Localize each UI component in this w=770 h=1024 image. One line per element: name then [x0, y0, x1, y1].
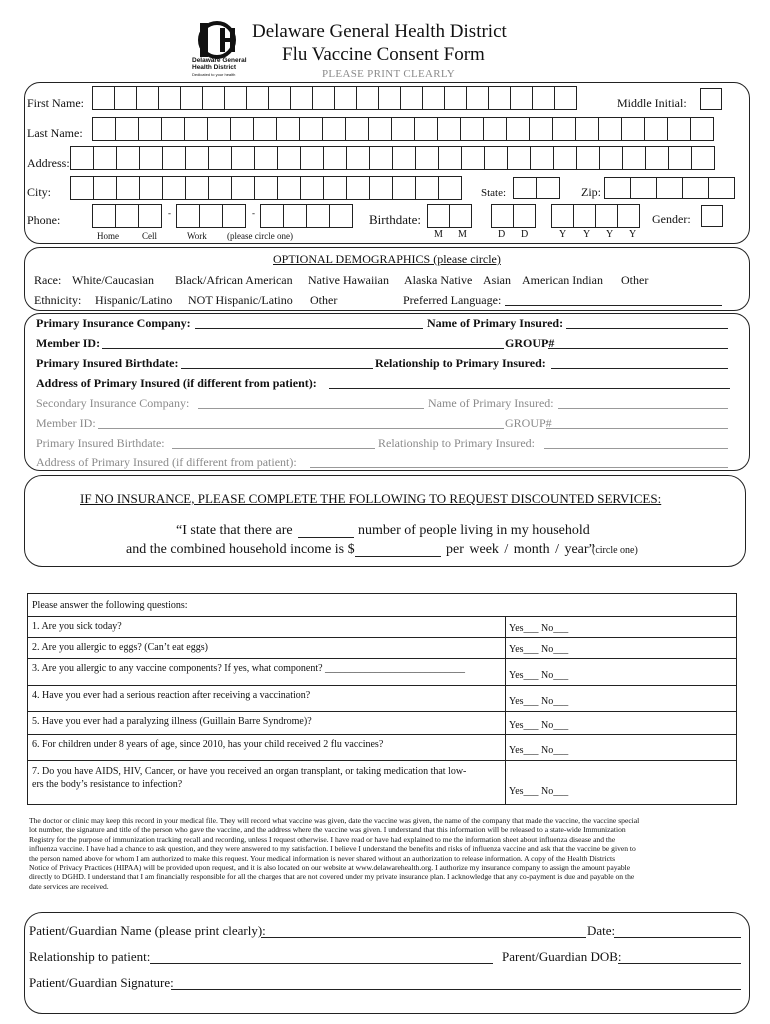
secondary-name-field[interactable]: [558, 408, 728, 409]
phone-type-work[interactable]: Work: [187, 231, 207, 241]
gender-label: Gender:: [652, 212, 691, 226]
birthdate-y3: Y: [606, 229, 614, 240]
question-7-line2: ers the body’s resistance to infection?: [32, 779, 183, 790]
secondary-group-field[interactable]: [546, 428, 728, 429]
question-2-yes-no[interactable]: Yes___ No___: [509, 644, 569, 655]
secondary-relationship-field[interactable]: [544, 448, 728, 449]
household-statement-b: number of people living in my household: [358, 523, 590, 538]
birthdate-d2: D: [521, 229, 529, 240]
ethnicity-label: Ethnicity:: [34, 293, 82, 307]
questions-header: Please answer the following questions:: [32, 600, 188, 611]
zip-label: Zip:: [581, 185, 601, 199]
secondary-relationship-label: Relationship to Primary Insured:: [378, 436, 535, 450]
consent-paragraph: [29, 816, 741, 891]
first-name-field[interactable]: [92, 86, 614, 110]
logo-line1: Delaware General: [192, 57, 247, 64]
primary-company-field[interactable]: [195, 328, 423, 329]
race-label: Race:: [34, 273, 62, 287]
question-5: 5. Have you ever had a paralyzing illness (Guillain Barre Syndrome)?: [32, 716, 312, 727]
primary-birthdate-label: Primary Insured Birthdate:: [36, 356, 179, 370]
phone-label: Phone:: [27, 213, 61, 227]
last-name-label: Last Name:: [27, 126, 83, 140]
group-label: GROUP#: [505, 336, 555, 350]
middle-initial-label: Middle Initial:: [617, 96, 687, 110]
middle-initial-field[interactable]: [700, 88, 722, 110]
patient-name-field[interactable]: [261, 937, 586, 938]
logo: [190, 20, 246, 78]
income-circle-note: (circle one): [592, 545, 638, 556]
city-field[interactable]: [70, 176, 476, 200]
race-option-white[interactable]: White/Caucasian: [72, 273, 154, 287]
state-label: State:: [481, 187, 507, 199]
address-field[interactable]: [70, 146, 738, 170]
household-count-field[interactable]: [298, 537, 354, 538]
guardian-dob-field[interactable]: [618, 963, 741, 964]
secondary-address-label: Address of Primary Insured (if different from patient):: [36, 455, 297, 469]
race-option-other[interactable]: Other: [621, 273, 649, 287]
patient-name-label: Patient/Guardian Name (please print clearly):: [29, 923, 266, 938]
birthdate-m1: M: [434, 229, 443, 240]
first-name-label: First Name:: [27, 96, 84, 110]
question-3-yes-no[interactable]: Yes___ No___: [509, 670, 569, 681]
primary-address-field[interactable]: [329, 388, 730, 389]
consent-line: The doctor or clinic may keep this record in your medical file. They will record what vaccine was given, date the vaccine was given, the name of the company that made the vaccine, the vaccine special: [29, 816, 640, 825]
gender-field[interactable]: [701, 205, 723, 227]
consent-line: lot number, the signature and title of the person who gave the vaccine, and the address where the vaccine was given. I understand that this information will be released to a state-wide Immunization: [29, 825, 626, 835]
birthdate-y1: Y: [559, 229, 567, 240]
date-field[interactable]: [614, 937, 741, 938]
income-field[interactable]: [355, 556, 441, 557]
questions-table: [27, 593, 737, 805]
birthdate-y4: Y: [629, 229, 637, 240]
relationship-field[interactable]: [551, 368, 728, 369]
question-7-yes-no[interactable]: Yes___ No___: [509, 786, 569, 797]
consent-line: date services are received.: [29, 881, 109, 891]
question-3: 3. Are you allergic to any vaccine components? If yes, what component? ____________________________: [32, 663, 466, 674]
consent-line: the person named above for whom I am authorized to make this request. Your medical information is never shared without an authorization to release information. A copy of the Health Districts: [29, 853, 616, 863]
primary-company-label: Primary Insurance Company:: [36, 316, 191, 330]
zip-field[interactable]: [604, 177, 738, 199]
city-label: City:: [27, 185, 52, 199]
form-title-line2: Flu Vaccine Consent Form: [282, 44, 485, 65]
relationship-to-patient-label: Relationship to patient:: [29, 949, 151, 964]
secondary-member-id-field[interactable]: [98, 428, 504, 429]
state-field[interactable]: [513, 177, 561, 199]
race-option-american-indian[interactable]: American Indian: [522, 273, 603, 287]
primary-name-field[interactable]: [566, 328, 728, 329]
question-1-yes-no[interactable]: Yes___ No___: [509, 623, 569, 634]
birthdate-y2: Y: [583, 229, 591, 240]
question-2: 2. Are you allergic to eggs? (Can’t eat eggs): [32, 642, 208, 653]
secondary-company-label: Secondary Insurance Company:: [36, 396, 190, 410]
secondary-address-field[interactable]: [310, 467, 728, 468]
secondary-birthdate-label: Primary Insured Birthdate:: [36, 436, 165, 450]
demographics-title: OPTIONAL DEMOGRAPHICS (please circle): [273, 252, 501, 266]
household-statement-a: “I state that there are: [176, 523, 293, 538]
income-statement-a: and the combined household income is $: [126, 542, 355, 557]
ethnicity-option-not-hispanic[interactable]: NOT Hispanic/Latino: [188, 293, 293, 307]
relationship-to-patient-field[interactable]: [150, 963, 493, 964]
question-4: 4. Have you ever had a serious reaction after receiving a vaccination?: [32, 690, 311, 701]
race-option-hawaiian[interactable]: Native Hawaiian: [308, 273, 389, 287]
guardian-dob-label: Parent/Guardian DOB:: [502, 949, 622, 964]
phone-type-home[interactable]: Home: [97, 231, 119, 241]
secondary-member-id-label: Member ID:: [36, 416, 96, 430]
logo-tagline: Dedicated to your health: [192, 72, 236, 77]
secondary-group-label: GROUP#: [505, 416, 552, 430]
race-option-black[interactable]: Black/African American: [175, 273, 293, 287]
last-name-field[interactable]: [92, 117, 738, 141]
group-field[interactable]: [548, 348, 728, 349]
question-7-line1: 7. Do you have AIDS, HIV, Cancer, or have you received an organ transplant, or taking medication that low-: [32, 766, 467, 777]
secondary-birthdate-field[interactable]: [172, 448, 375, 449]
secondary-company-field[interactable]: [198, 408, 424, 409]
race-option-alaska[interactable]: Alaska Native: [404, 273, 473, 287]
question-6: 6. For children under 8 years of age, since 2010, has your child received 2 flu vaccines?: [32, 739, 384, 750]
date-label: Date:: [587, 923, 616, 938]
relationship-label: Relationship to Primary Insured:: [375, 356, 546, 370]
birthdate-d1: D: [498, 229, 506, 240]
race-option-asian[interactable]: Asian: [483, 273, 511, 287]
signature-field[interactable]: [171, 989, 741, 990]
signature-label: Patient/Guardian Signature:: [29, 975, 174, 990]
phone-field[interactable]: - -: [92, 204, 342, 228]
primary-birthdate-field[interactable]: [181, 368, 373, 369]
phone-type-cell[interactable]: Cell: [142, 231, 157, 241]
ethnicity-option-hispanic[interactable]: Hispanic/Latino: [95, 293, 173, 307]
form-title-line1: Delaware General Health District: [252, 21, 507, 42]
consent-line: Registry for the purpose of immunization tracking recall and recording, unless I request otherwise. I have read or have had explained to me the information sheet about influenza disease and the: [29, 834, 616, 844]
address-label: Address:: [27, 156, 70, 170]
preferred-language-label: Preferred Language:: [403, 293, 502, 307]
question-1: 1. Are you sick today?: [32, 621, 122, 632]
question-4-yes-no[interactable]: Yes___ No___: [509, 696, 569, 707]
consent-line: Notice of Privacy Practices (HIPAA) will be provided upon request, and it is also located on our website at www.delawarehealth.org. I authorize my insurance company to assign the amount payable: [29, 863, 631, 873]
print-clearly-note: PLEASE PRINT CLEARLY: [322, 68, 456, 80]
primary-address-label: Address of Primary Insured (if different from patient):: [36, 376, 317, 390]
birthdate-m2: M: [458, 229, 467, 240]
phone-circle-note: (please circle one): [227, 231, 293, 241]
income-statement-b: per week / month / year”: [446, 542, 595, 557]
member-id-field[interactable]: [102, 348, 504, 349]
no-insurance-heading: IF NO INSURANCE, PLEASE COMPLETE THE FOLLOWING TO REQUEST DISCOUNTED SERVICES:: [80, 491, 662, 506]
birthdate-label: Birthdate:: [369, 212, 421, 227]
logo-line2: Health District: [192, 64, 237, 71]
consent-line: directly to DGHD. I understand that I am financially responsible for all the charges that are not covered under my private insurance plan. I acknowledge that any co-payment is due and payable on the: [29, 872, 635, 882]
question-5-yes-no[interactable]: Yes___ No___: [509, 720, 569, 731]
member-id-label: Member ID:: [36, 336, 101, 350]
secondary-name-label: Name of Primary Insured:: [428, 396, 554, 410]
preferred-language-field[interactable]: [505, 305, 722, 306]
primary-name-label: Name of Primary Insured:: [427, 316, 564, 330]
question-6-yes-no[interactable]: Yes___ No___: [509, 745, 569, 756]
ethnicity-option-other[interactable]: Other: [310, 293, 338, 307]
dh-logo-icon: [192, 20, 242, 60]
consent-line: influenza vaccine. I have had a chance to ask question, and they were answered to my satisfaction. I believe I understand the benefits and risks of influenza vaccine and ask that the vaccine be given to: [29, 844, 636, 854]
birthdate-field[interactable]: [427, 204, 645, 228]
